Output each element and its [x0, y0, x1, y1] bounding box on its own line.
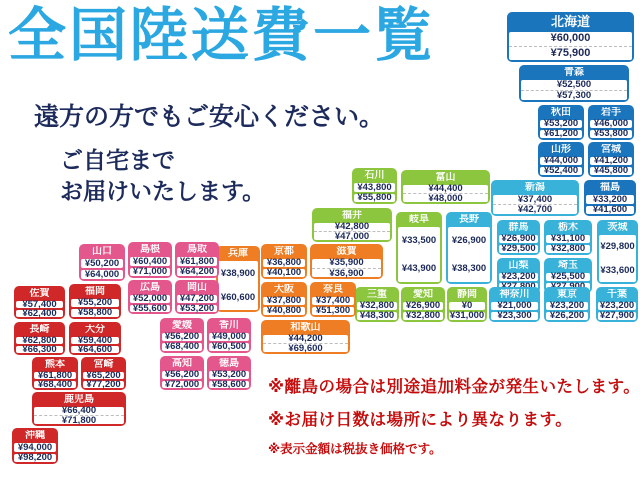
pref-box-ishikawa: [352, 168, 397, 204]
pref-price-tottori-2: ¥64,200: [179, 266, 215, 277]
pref-name-saga: 佐賀: [29, 288, 50, 299]
pref-name-gifu: 岐阜: [409, 214, 429, 225]
pref-price-tottori-1: ¥61,800: [179, 255, 215, 267]
pref-price-fukui-2: ¥47,000: [314, 231, 390, 242]
pref-name-chiba: 千葉: [607, 289, 627, 300]
pref-price-nara-2: ¥51,300: [315, 305, 351, 317]
pref-box-kagoshima: [32, 392, 126, 426]
pref-box-chiba: [596, 287, 638, 322]
pref-name-ishikawa: 石川: [364, 170, 385, 181]
pref-price-fukui-1: ¥42,800: [334, 220, 370, 232]
pref-price-akita-1: ¥53,200: [543, 118, 579, 130]
pref-price-hyogo-2: ¥60,600: [220, 292, 256, 303]
pref-name-toyama: 富山: [435, 172, 456, 183]
note-delivery-days: ※お届け日数は場所により異なります。: [268, 411, 573, 429]
pref-price-okinawa-1: ¥94,000: [17, 441, 53, 453]
pref-price-shiga-1: ¥35,900: [329, 257, 364, 268]
pref-price-shimane-1: ¥60,400: [132, 255, 168, 267]
pref-price-okayama-1: ¥47,200: [179, 293, 215, 304]
pref-price-fukushima-1: ¥33,200: [592, 193, 628, 205]
pref-box-niigata: [491, 180, 579, 216]
pref-box-miyagi: [588, 142, 634, 177]
pref-box-yamaguchi: [79, 244, 125, 281]
note-remote-islands: ※離島の場合は別途追加料金が発生いたします。: [268, 378, 640, 396]
pref-box-osaka: [261, 282, 307, 317]
pref-name-osaka: 大阪: [274, 284, 294, 295]
pref-price-wakayama-2: ¥69,600: [263, 343, 348, 354]
pref-name-hyogo: 兵庫: [228, 248, 248, 259]
pref-price-hokkaido-2: ¥75,900: [509, 46, 632, 61]
pref-box-hokkaido: [507, 12, 634, 62]
pref-price-shizuoka-2: ¥31,000: [449, 310, 485, 322]
pref-name-miyazaki: 宮崎: [93, 359, 114, 370]
pref-price-yamagata-2: ¥52,400: [543, 165, 579, 177]
pref-price-aichi-2: ¥32,800: [405, 310, 441, 322]
pref-price-yamaguchi-1: ¥50,200: [84, 257, 120, 269]
pref-price-miyagi-2: ¥45,800: [593, 165, 629, 177]
pref-price-ibaraki-1: ¥29,800: [600, 241, 635, 252]
pref-price-ibaraki-2: ¥33,600: [600, 264, 635, 276]
tagline-line1: ご自宅まで: [60, 147, 175, 173]
pref-name-tokushima: 徳島: [219, 358, 239, 369]
pref-price-hokkaido-1: ¥60,000: [550, 32, 591, 45]
pref-price-chiba-1: ¥23,200: [599, 300, 635, 312]
pref-box-tokyo: [544, 287, 590, 322]
pref-box-miyazaki: [81, 357, 126, 390]
pref-name-nagano: 長野: [459, 214, 479, 225]
pref-price-ehime-2: ¥68,400: [164, 341, 200, 353]
pref-name-yamagata: 山形: [551, 144, 571, 155]
pref-name-fukushima: 福島: [600, 182, 620, 193]
pref-price-osaka-1: ¥37,800: [266, 295, 302, 307]
pref-name-kagawa: 香川: [219, 320, 239, 331]
pref-name-yamanashi: 山梨: [508, 260, 529, 271]
pref-name-wakayama: 和歌山: [290, 322, 321, 333]
pref-name-aomori: 青森: [564, 67, 584, 78]
page-title: 全国陸送費一覧: [8, 3, 436, 68]
pref-name-yamaguchi: 山口: [92, 246, 112, 257]
pref-name-fukuoka: 福岡: [85, 286, 105, 297]
pref-price-kagawa-1: ¥49,000: [211, 331, 247, 343]
pref-box-okayama: [175, 280, 219, 314]
pref-price-yamagata-1: ¥44,000: [543, 155, 579, 167]
pref-box-aichi: [401, 287, 445, 322]
pref-box-nagano: [446, 212, 492, 284]
pref-box-gunma: [497, 220, 540, 255]
pref-price-fukushima-2: ¥41,600: [592, 204, 628, 215]
pref-price-niigata-1: ¥37,400: [517, 193, 553, 205]
pref-name-hiroshima: 広島: [140, 282, 160, 293]
pref-name-kochi: 高知: [172, 358, 192, 369]
pref-price-miyazaki-1: ¥65,200: [86, 369, 121, 381]
pref-name-akita: 秋田: [551, 107, 571, 118]
pref-box-kyoto: [261, 244, 307, 279]
pref-box-oita: [69, 322, 121, 355]
pref-name-tottori: 鳥取: [187, 244, 207, 255]
pref-price-saitama-1: ¥25,500: [550, 271, 586, 283]
pref-price-kanagawa-2: ¥23,300: [497, 310, 532, 322]
pref-price-aomori-1: ¥52,500: [556, 79, 592, 90]
pref-price-gunma-2: ¥29,500: [501, 243, 536, 255]
pref-price-hiroshima-2: ¥55,600: [132, 302, 168, 314]
pref-price-okinawa-2: ¥98,200: [17, 452, 53, 463]
pref-price-saga-2: ¥62,400: [22, 307, 57, 319]
pref-name-shizuoka: 静岡: [457, 289, 477, 300]
pref-price-ishikawa-2: ¥55,800: [357, 192, 392, 203]
pref-box-aomori: [519, 65, 629, 102]
pref-price-nara-1: ¥37,400: [315, 295, 351, 307]
pref-box-tochigi: [544, 220, 592, 255]
pref-name-tochigi: 栃木: [558, 222, 578, 233]
pref-price-nagano-1: ¥26,900: [451, 235, 487, 246]
pref-box-ehime: [160, 318, 204, 353]
pref-price-shizuoka-1: ¥0: [461, 300, 473, 312]
pref-name-gunma: 群馬: [508, 222, 529, 233]
pref-price-mie-2: ¥48,300: [359, 310, 395, 322]
pref-name-ehime: 愛媛: [172, 320, 192, 331]
pref-price-nagano-2: ¥38,300: [451, 262, 487, 274]
pref-name-okinawa: 沖縄: [25, 430, 45, 441]
pref-price-iwate-1: ¥46,000: [593, 118, 629, 130]
pref-price-shimane-2: ¥71,000: [132, 266, 168, 277]
pref-name-kanagawa: 神奈川: [499, 289, 530, 300]
pref-price-kanagawa-1: ¥21,000: [497, 300, 532, 312]
pref-price-shiga-2: ¥36,900: [312, 268, 381, 279]
pref-box-nara: [310, 282, 356, 317]
pref-price-yamaguchi-2: ¥64,000: [84, 268, 120, 280]
pref-box-yamagata: [538, 142, 584, 177]
pref-price-aomori-2: ¥57,300: [521, 90, 627, 101]
pref-price-kagoshima-2: ¥71,800: [34, 415, 124, 426]
pref-price-miyazaki-2: ¥77,200: [86, 378, 121, 390]
note-tax-exclusive: ※表示金額は税抜き価格です。: [268, 442, 442, 456]
pref-name-aichi: 愛知: [413, 289, 433, 300]
pref-box-shizuoka: [447, 287, 487, 322]
pref-box-fukuoka: [69, 284, 121, 319]
pref-box-kanagawa: [489, 287, 540, 322]
pref-box-shimane: [128, 242, 172, 278]
pref-name-hokkaido: 北海道: [550, 14, 590, 29]
pref-box-okinawa: [12, 428, 58, 464]
pref-price-saga-1: ¥57,400: [22, 298, 57, 310]
pref-name-kumamoto: 熊本: [45, 359, 65, 370]
pref-price-mie-1: ¥32,800: [359, 300, 395, 312]
pref-name-nagasaki: 長崎: [29, 324, 50, 335]
pref-price-kagoshima-1: ¥66,400: [61, 404, 97, 416]
pref-price-kyoto-2: ¥40,100: [266, 267, 302, 279]
pref-price-tokushima-2: ¥58,600: [211, 378, 247, 390]
pref-name-miyagi: 宮城: [601, 144, 621, 155]
pref-name-okayama: 岡山: [187, 282, 207, 293]
pref-price-niigata-2: ¥42,700: [493, 204, 577, 215]
pref-box-tottori: [175, 242, 219, 278]
pref-price-ehime-1: ¥56,200: [164, 331, 200, 343]
pref-price-aichi-1: ¥26,900: [405, 300, 441, 312]
pref-price-iwate-2: ¥53,800: [593, 128, 629, 140]
pref-box-toyama: [401, 170, 490, 204]
pref-price-oita-2: ¥64,600: [77, 343, 113, 355]
pref-price-kochi-2: ¥72,000: [164, 378, 200, 390]
pref-box-fukushima: [584, 180, 636, 216]
pref-price-fukuoka-1: ¥55,200: [77, 297, 113, 309]
pref-price-gifu-2: ¥43,900: [401, 262, 437, 274]
pref-price-tokyo-2: ¥26,200: [549, 310, 585, 322]
pref-price-fukuoka-2: ¥58,800: [77, 307, 113, 319]
pref-price-oita-1: ¥59,400: [77, 334, 113, 346]
pref-box-ibaraki: [597, 220, 638, 284]
pref-name-shimane: 島根: [140, 244, 160, 255]
pref-price-kumamoto-2: ¥68,400: [37, 378, 73, 390]
pref-box-wakayama: [261, 320, 350, 354]
pref-price-osaka-2: ¥40,800: [266, 305, 302, 317]
pref-price-tochigi-2: ¥32,800: [550, 243, 586, 255]
pref-name-oita: 大分: [85, 324, 105, 335]
pref-price-gunma-1: ¥26,900: [501, 233, 536, 245]
pref-price-toyama-2: ¥48,000: [403, 193, 488, 204]
pref-price-kochi-1: ¥56,200: [164, 369, 200, 380]
pref-name-niigata: 新潟: [525, 182, 545, 193]
pref-price-akita-2: ¥61,200: [543, 128, 579, 140]
pref-box-kagawa: [207, 318, 251, 353]
pref-box-tokushima: [207, 356, 251, 390]
pref-price-nagasaki-1: ¥62,800: [22, 334, 57, 346]
pref-price-ishikawa-1: ¥43,800: [357, 181, 392, 193]
pref-box-gifu: [396, 212, 442, 284]
pref-name-kagoshima: 鹿児島: [64, 394, 94, 405]
pref-box-akita: [538, 105, 584, 140]
pref-name-tokyo: 東京: [557, 289, 577, 300]
pref-price-okayama-2: ¥53,200: [179, 302, 215, 314]
pref-box-fukui: [312, 208, 392, 242]
pref-price-chiba-2: ¥27,900: [599, 310, 635, 322]
pref-box-hyogo: [216, 246, 260, 312]
subtitle-text: 遠方の方でもご安心ください。: [34, 103, 385, 131]
pref-box-nagasaki: [14, 322, 65, 355]
pref-price-toyama-1: ¥44,400: [428, 182, 463, 194]
pref-box-kochi: [160, 356, 204, 390]
pref-name-mie: 三重: [367, 289, 387, 300]
pref-box-saga: [14, 286, 65, 319]
pref-name-nara: 奈良: [323, 284, 343, 295]
pref-box-kumamoto: [32, 357, 78, 390]
pref-price-kyoto-1: ¥36,800: [266, 257, 302, 269]
pref-price-nagasaki-2: ¥66,300: [22, 343, 57, 355]
pref-name-iwate: 岩手: [601, 107, 621, 118]
pref-price-tochigi-1: ¥31,100: [550, 233, 586, 245]
pref-price-yamanashi-1: ¥23,200: [501, 271, 536, 283]
footnotes: [268, 373, 640, 457]
pref-name-shiga: 滋賀: [336, 246, 357, 257]
pref-name-ibaraki: 茨城: [607, 222, 628, 233]
pref-name-kyoto: 京都: [274, 246, 294, 257]
pref-box-shiga: [310, 244, 383, 279]
pref-price-miyagi-1: ¥41,200: [593, 155, 629, 167]
pref-price-kagawa-2: ¥60,500: [211, 341, 247, 353]
pref-price-gifu-1: ¥33,500: [401, 235, 437, 246]
pref-price-hyogo-1: ¥38,900: [220, 267, 256, 279]
pref-price-hiroshima-1: ¥52,000: [132, 293, 168, 304]
pref-name-saitama: 埼玉: [558, 260, 578, 271]
pref-box-hiroshima: [128, 280, 172, 314]
pref-price-tokyo-1: ¥23,200: [549, 300, 585, 312]
pref-price-tokushima-1: ¥53,200: [211, 369, 247, 380]
tagline-line2: お届けいたします。: [60, 178, 266, 204]
pref-box-iwate: [588, 105, 634, 140]
pref-price-wakayama-1: ¥44,200: [288, 332, 323, 344]
pref-name-fukui: 福井: [342, 210, 362, 221]
pref-box-mie: [355, 287, 399, 322]
pref-price-kumamoto-1: ¥61,800: [37, 369, 73, 381]
